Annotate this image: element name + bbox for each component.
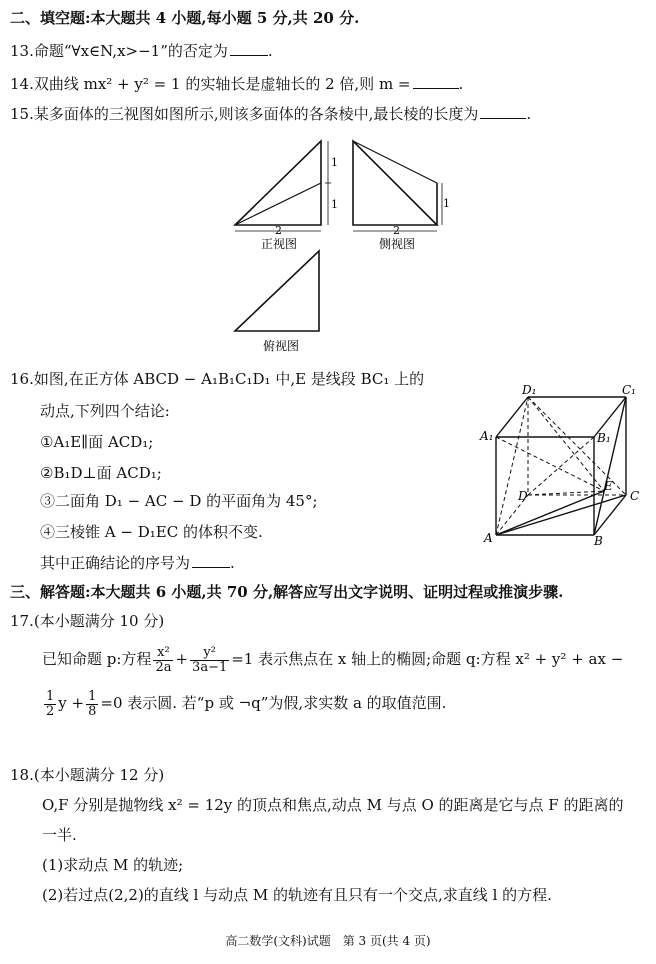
q16-answer-prompt: 其中正确结论的序号为 bbox=[40, 554, 191, 572]
fraction-x2-over-2a bbox=[153, 646, 173, 675]
answer-blank bbox=[480, 104, 526, 119]
fraction-1-over-2 bbox=[44, 690, 56, 719]
q16-conclusion-4: ④三棱锥 A − D₁EC 的体积不变. bbox=[40, 523, 263, 541]
q17-title: 17.(本小题满分 10 分) bbox=[10, 612, 165, 630]
front-dim-top: 1 bbox=[331, 156, 338, 169]
section2-header: 二、填空题:本大题共 4 小题,每小题 5 分,共 20 分. bbox=[10, 9, 360, 27]
q16-line1: 16.如图,在正方体 ABCD − A₁B₁C₁D₁ 中,E 是线段 BC₁ 上的 bbox=[10, 370, 425, 388]
question-15 bbox=[10, 104, 531, 124]
answer-blank bbox=[230, 41, 268, 56]
cube-label-B1: B₁ bbox=[597, 431, 611, 445]
cube-label-D: D bbox=[518, 489, 528, 503]
front-view-caption: 正视图 bbox=[261, 237, 298, 251]
front-dim-bottom: 1 bbox=[331, 198, 338, 211]
fraction-numerator: 1 bbox=[46, 688, 55, 704]
fraction-numerator: y² bbox=[190, 646, 229, 661]
q17-text-a: 已知命题 p:方程 bbox=[42, 650, 152, 668]
side-view-caption: 侧视图 bbox=[379, 237, 416, 251]
q17-text-d: =0 表示圆. 若“p 或 ¬q”为假,求实数 a 的取值范围. bbox=[100, 694, 447, 712]
cube-figure bbox=[476, 380, 654, 548]
cube-label-E: E bbox=[604, 479, 613, 493]
q18-line2: 一半. bbox=[42, 826, 77, 844]
q18-part1: (1)求动点 M 的轨迹; bbox=[42, 856, 184, 874]
q16-conclusion-3: ③二面角 D₁ − AC − D 的平面角为 45°; bbox=[40, 492, 318, 510]
q17-text-b: =1 表示焦点在 x 轴上的椭圆;命题 q:方程 x² + y² + ax − bbox=[231, 650, 624, 668]
fraction-numerator: 1 bbox=[88, 688, 97, 704]
cube-label-C1: C₁ bbox=[622, 383, 636, 397]
q14-end: . bbox=[458, 75, 464, 93]
side-dim-width: 2 bbox=[393, 224, 400, 237]
fraction-numerator: x² bbox=[153, 646, 173, 661]
front-view bbox=[235, 141, 321, 225]
top-view-caption: 俯视图 bbox=[263, 339, 300, 353]
q17-line2 bbox=[42, 686, 446, 720]
fraction-1-over-8 bbox=[86, 690, 98, 719]
q16-conclusion-2: ②B₁D⊥面 ACD₁; bbox=[40, 464, 162, 482]
cube-label-A1: A₁ bbox=[480, 429, 494, 443]
question-13 bbox=[10, 41, 273, 61]
three-views-figure bbox=[225, 135, 455, 360]
page-footer: 高二数学(文科)试题 第 3 页(共 4 页) bbox=[225, 934, 431, 948]
top-view bbox=[235, 251, 319, 331]
cube-label-D1: D₁ bbox=[522, 383, 537, 397]
q15-end: . bbox=[526, 105, 532, 123]
answer-blank bbox=[413, 74, 459, 89]
cube-label-C: C bbox=[630, 489, 640, 503]
q18-title: 18.(本小题满分 12 分) bbox=[10, 766, 165, 784]
q18-line1: O,F 分别是抛物线 x² = 12y 的顶点和焦点,动点 M 与点 O 的距离是它与点 F 的距离的 bbox=[42, 796, 624, 814]
q16-conclusion-1: ①A₁E∥面 ACD₁; bbox=[40, 433, 154, 451]
cube-label-A: A bbox=[484, 531, 493, 545]
side-view bbox=[353, 141, 437, 225]
side-dim-height: 1 bbox=[443, 197, 450, 210]
plus-sign: + bbox=[175, 650, 189, 668]
fraction-denominator: 2 bbox=[46, 703, 55, 719]
q15-text: 15.某多面体的三视图如图所示,则该多面体的各条棱中,最长棱的长度为 bbox=[10, 105, 479, 123]
fraction-denominator: 2a bbox=[155, 659, 172, 675]
q16-answer-line bbox=[40, 553, 235, 573]
fraction-denominator: 8 bbox=[88, 703, 97, 719]
cube-label-B: B bbox=[594, 534, 603, 548]
q13-end: . bbox=[267, 42, 273, 60]
q17-line1 bbox=[42, 642, 623, 676]
front-dim-width: 2 bbox=[275, 224, 282, 237]
q13-text: 13.命题“∀x∈N,x>−1”的否定为 bbox=[10, 42, 228, 60]
q16-line2: 动点,下列四个结论: bbox=[40, 402, 170, 420]
section3-header: 三、解答题:本大题共 6 小题,共 70 分,解答应写出文字说明、证明过程或推演步骤. bbox=[10, 583, 564, 601]
fraction-denominator: 3a−1 bbox=[192, 659, 228, 675]
q14-text: 14.双曲线 mx² + y² = 1 的实轴长是虚轴长的 2 倍,则 m = bbox=[10, 75, 411, 93]
q18-part2: (2)若过点(2,2)的直线 l 与动点 M 的轨迹有且只有一个交点,求直线 l 的方程. bbox=[42, 886, 552, 904]
q17-text-c: y + bbox=[58, 694, 85, 712]
fraction-y2-over-3a-1 bbox=[190, 646, 229, 675]
question-14 bbox=[10, 74, 463, 94]
q16-answer-end: . bbox=[230, 554, 235, 572]
answer-blank bbox=[192, 553, 230, 568]
